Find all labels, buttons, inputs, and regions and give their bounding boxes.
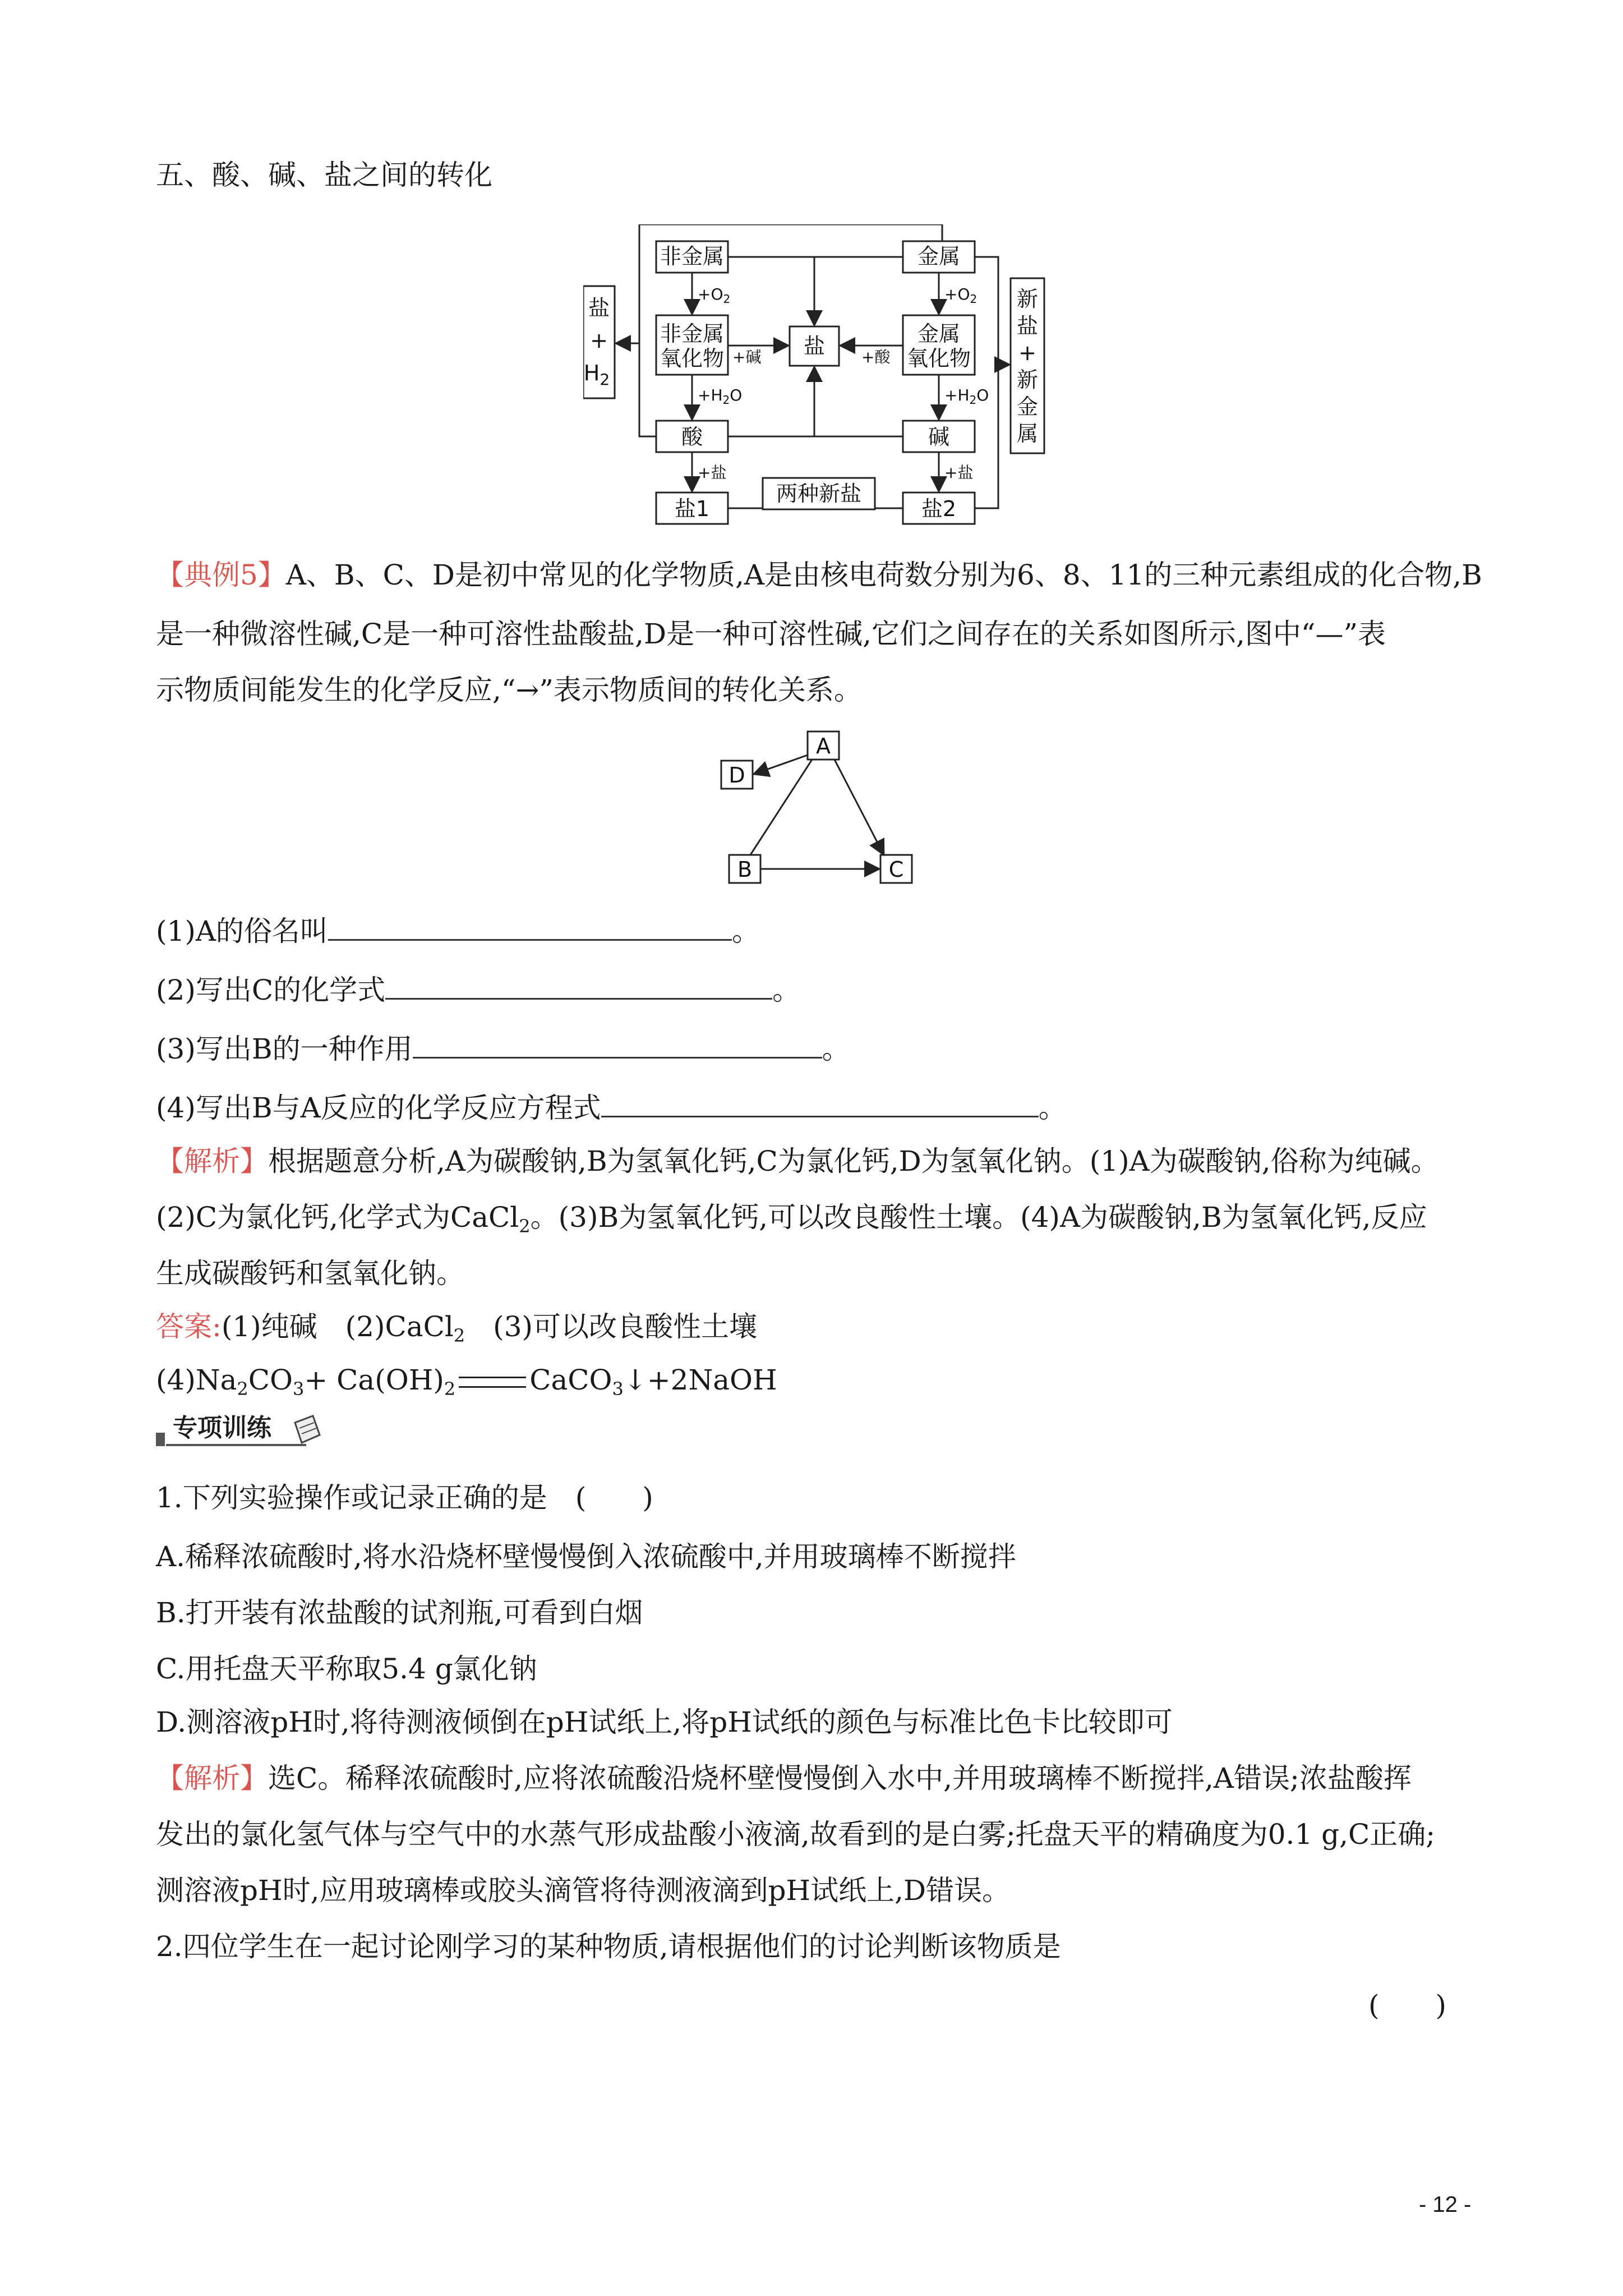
- node-c: C: [888, 857, 904, 882]
- h2o-right-label: $+H_2O$: [944, 386, 989, 407]
- section-title: 五、酸、碱、盐之间的转化: [156, 159, 492, 191]
- nonmetal-oxide-line2: 氧化物: [660, 346, 725, 371]
- o2-left-label: $+O_2$: [698, 285, 731, 306]
- analysis1-tag: 【解析】: [156, 1145, 268, 1177]
- example-line-3: 示物质间能发生的化学反应,“→”表示物质间的转化关系。: [156, 674, 862, 706]
- analysis2-tag: 【解析】: [156, 1762, 268, 1795]
- question-3: (3)写出B的一种作用 。: [156, 1033, 850, 1065]
- answer-blank-4[interactable]: [601, 1091, 1039, 1117]
- answer-blank-3[interactable]: [413, 1032, 822, 1059]
- right-col-4: 新: [1016, 367, 1039, 392]
- right-col-2: 盐: [1016, 314, 1039, 338]
- relation-diagram: [718, 729, 942, 892]
- conversion-diagram: [583, 224, 1054, 539]
- nonmetal-oxide-line1: 非金属: [660, 321, 725, 346]
- node-a: A: [816, 734, 831, 758]
- analysis2-line-3: 测溶液pH时,应用玻璃棒或胶头滴管将待测液滴到pH试纸上,D错误。: [156, 1874, 1011, 1907]
- salt1-label: 盐1: [674, 496, 710, 521]
- analysis1-line-2: (2)C为氯化钙,化学式为CaCl$_2$。(3)B为氢氧化钙,可以改良酸性土壤。(4)A为碳酸钠,B为氢氧化钙,反应: [156, 1201, 1427, 1237]
- heading-underline: [166, 1444, 306, 1446]
- mc-question-2: 2.四位学生在一起讨论刚学习的某种物质,请根据他们的讨论判断该物质是: [156, 1930, 1061, 1963]
- node-d: D: [728, 763, 745, 788]
- example-text-1: A、B、C、D是初中常见的化学物质,A是由核电荷数分别为6、8、11的三种元素组成的化合物,B: [285, 559, 1482, 591]
- analysis2-line-1: [156, 1761, 1412, 1795]
- o2-right-label: $+O_2$: [944, 285, 978, 306]
- analysis1-line-1: [156, 1144, 1439, 1178]
- right-col-6: 属: [1016, 421, 1039, 446]
- option-a: A.稀释浓硫酸时,将水沿烧杯壁慢慢倒入浓硫酸中,并用玻璃棒不断搅拌: [156, 1540, 1016, 1573]
- example-line-2: 是一种微溶性碱,C是一种可溶性盐酸盐,D是一种可溶性碱,它们之间存在的关系如图所示,图中“—”表: [156, 618, 1386, 650]
- example-tag: 【典例5】: [156, 559, 286, 591]
- equals-sign: [459, 1377, 526, 1388]
- training-heading: [156, 1412, 324, 1452]
- heading-marker: [156, 1433, 165, 1446]
- plus-salt-right-label: +盐: [944, 463, 974, 482]
- answer-paren: ( ): [1368, 1989, 1447, 2022]
- base-label: 碱: [928, 425, 950, 449]
- two-new-salts-label: 两种新盐: [776, 481, 862, 506]
- right-col-1: 新: [1016, 287, 1039, 311]
- h2o-left-label: $+H_2O$: [698, 386, 743, 407]
- right-col-3: +: [1018, 341, 1036, 365]
- analysis1-line-3: 生成碳酸钙和氢氧化钠。: [156, 1257, 464, 1290]
- question-4: (4)写出B与A反应的化学反应方程式 。: [156, 1092, 1067, 1124]
- plus-base-label: +碱: [732, 348, 762, 366]
- metal-oxide-line2: 氧化物: [906, 346, 971, 371]
- center-salt-label: 盐: [803, 334, 826, 358]
- analysis2-text-1: 选C。稀释浓硫酸时,应将浓硫酸沿烧杯壁慢慢倒入水中,并用玻璃棒不断搅拌,A错误;浓盐酸挥: [268, 1762, 1412, 1795]
- left-col-2: +: [590, 328, 608, 353]
- answer-blank-1[interactable]: [328, 914, 732, 941]
- node-b: B: [737, 857, 753, 882]
- answer-blank-2[interactable]: [385, 973, 772, 1000]
- metal-oxide-line1: 金属: [917, 321, 961, 346]
- option-b: B.打开装有浓盐酸的试剂瓶,可看到白烟: [156, 1596, 643, 1629]
- option-c: C.用托盘天平称取5.4 g氯化钠: [156, 1653, 537, 1685]
- notebook-icon: [291, 1412, 324, 1446]
- question-1: (1)A的俗名叫 。: [156, 915, 760, 947]
- answer-line-1: 答案:(1)纯碱 (2)CaCl$_2$ (3)可以改良酸性土壤: [156, 1310, 758, 1346]
- left-col-1: 盐: [588, 296, 610, 320]
- metal-label: 金属: [917, 244, 961, 269]
- plus-acid-label: +酸: [861, 348, 891, 366]
- acid-label: 酸: [681, 425, 703, 449]
- example-line-1: [156, 558, 1482, 592]
- analysis2-line-2: 发出的氯化氢气体与空气中的水蒸气形成盐酸小液滴,故看到的是白雾;托盘天平的精确度为0.1 g,C正确;: [156, 1818, 1436, 1851]
- nonmetal-label: 非金属: [660, 244, 725, 269]
- answer-tag: 答案:: [156, 1310, 222, 1343]
- option-d: D.测溶液pH时,将待测液倾倒在pH试纸上,将pH试纸的颜色与标准比色卡比较即可: [156, 1706, 1173, 1738]
- left-col-3: $H_2$: [583, 361, 610, 389]
- training-heading-text: 专项训练: [173, 1414, 271, 1442]
- answer-equation: $(4)Na_2CO_3+ Ca(OH)_2$ CaCO$_3$↓+2NaOH: [156, 1364, 777, 1400]
- mc-question-1: 1.下列实验操作或记录正确的是 ( ): [156, 1481, 653, 1514]
- right-col-5: 金: [1016, 394, 1039, 419]
- question-2: (2)写出C的化学式 。: [156, 974, 801, 1006]
- plus-salt-left-label: +盐: [698, 463, 727, 482]
- page-number: - 12 -: [1419, 2192, 1472, 2217]
- salt2-label: 盐2: [921, 496, 957, 521]
- analysis1-text-1: 根据题意分析,A为碳酸钠,B为氢氧化钙,C为氯化钙,D为氢氧化钠。(1)A为碳酸钠,俗称为纯碱。: [268, 1145, 1439, 1177]
